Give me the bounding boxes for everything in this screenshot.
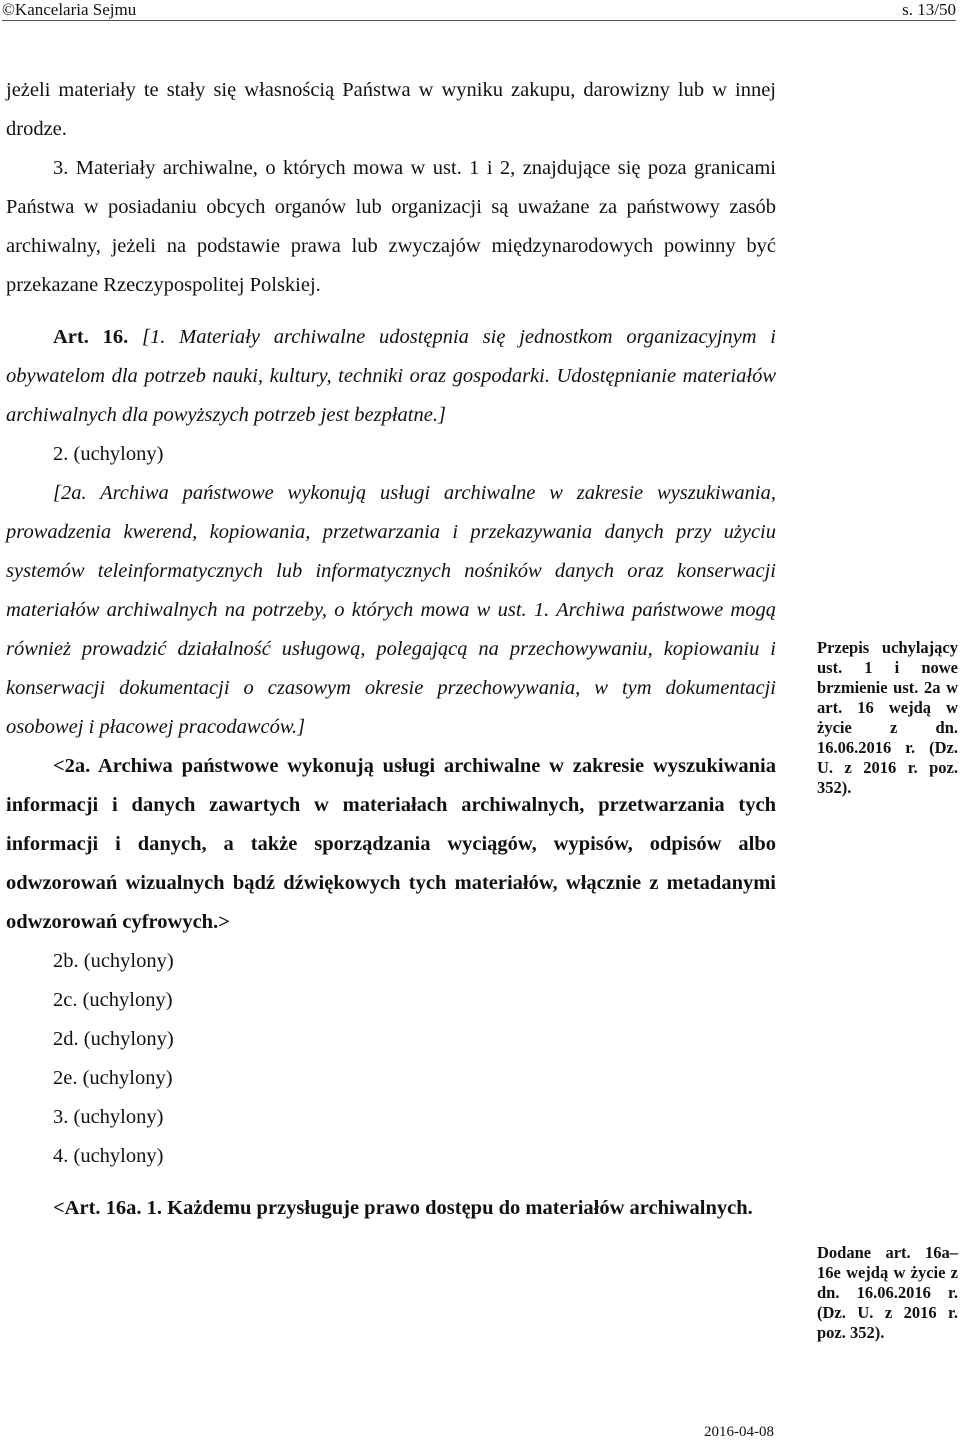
item-2e-repealed: 2e. (uchylony) [53,1067,173,1089]
footer-date: 2016-04-08 [704,1424,774,1440]
item-2d-repealed: 2d. (uchylony) [53,1028,174,1050]
main-text [6,71,776,1228]
margin-note-art16a: Dodane art. 16a–16e wejdą w życie z dn. 16.06.2016 r. (Dz. U. z 2016 r. poz. 352). [817,1243,958,1342]
paragraph-ust-3: 3. Materiały archiwalne, o których mowa w ust. 1 i 2, znajdujące się poza granicami Państwa w posiadaniu obcych organów lub organizacji są uważane za państwowy zasób archiwalny, jeżeli na podstawie prawa lub zwyczajów międzynarodowych powinny być przekazane Rzeczypospolitej Polskiej. [6,157,776,296]
page-header [2,0,956,21]
article-16a: <Art. 16a. 1. Każdemu przysługuje prawo dostępu do materiałów archiwalnych. [53,1197,753,1219]
item-4-repealed: 4. (uchylony) [53,1145,164,1167]
article-16-label: Art. 16. [53,326,129,348]
paragraph-continuation: jeżeli materiały te stały się własnością Państwa w wyniku zakupu, darowizny lub w innej drodze. [6,79,776,140]
article-16 [6,318,776,435]
paragraph-2a-new: <2a. Archiwa państwowe wykonują usługi archiwalne w zakresie wyszukiwania informacji i danych zawartych w materiałach archiwalnych, przetwarzania tych informacji i danych, a także sporządzania wyciągów, wypisów, odpisów albo odwzorowań wizualnych bądź dźwiękowych tych materiałów, włącznie z metadanymi odwzorowań cyfrowych.> [6,755,776,933]
margin-note-art16: Przepis uchylający ust. 1 i nowe brzmienie ust. 2a w art. 16 wejdą w życie z dn. 16.06.2016 r. (Dz. U. z 2016 r. poz. 352). [817,638,958,797]
header-source: ©Kancelaria Sejmu [2,0,137,19]
page-number: s. 13/50 [902,0,956,19]
item-2-repealed: 2. (uchylony) [53,443,164,465]
paragraph-2a-old: [2a. Archiwa państwowe wykonują usługi archiwalne w zakresie wyszukiwania, prowadzenia kwerend, kopiowania, przetwarzania i przekazywania danych przy użyciu systemów teleinformatycznych lub informatycznych nośników danych oraz konserwacji materiałów archiwalnych na potrzeby, o których mowa w ust. 1. Archiwa państwowe mogą również prowadzić działalność usługową, polegającą na przechowywaniu, kopiowaniu i konserwacji dokumentacji o czasowym okresie przechowywania, w tym dokumentacji osobowej i płacowej pracodawców.] [6,482,776,738]
item-3-repealed: 3. (uchylony) [53,1106,164,1128]
article-16-text: [1. Materiały archiwalne udostępnia się jednostkom organizacyjnym i obywatelom dla potrzeb nauki, kultury, techniki oraz gospodarki. Udostępnianie materiałów archiwalnych dla powyższych potrzeb jest bezpłatne.] [6,326,777,426]
item-2b-repealed: 2b. (uchylony) [53,950,174,972]
item-2c-repealed: 2c. (uchylony) [53,989,173,1011]
